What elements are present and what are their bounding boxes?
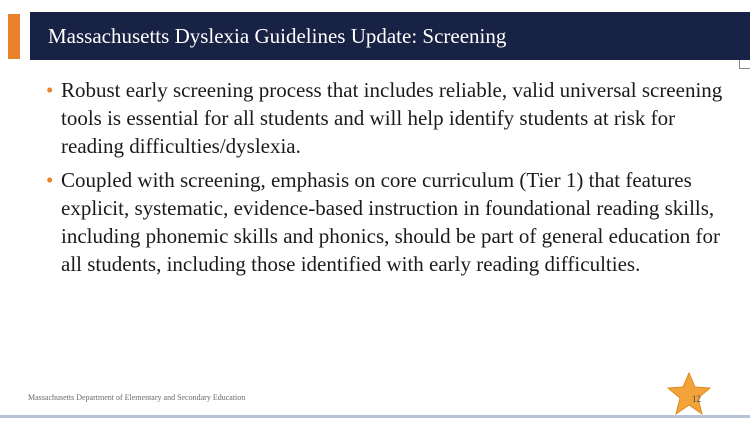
slide-title: Massachusetts Dyslexia Guidelines Update: Screening [48, 23, 507, 48]
corner-mark [739, 60, 750, 69]
slide-content [43, 76, 743, 284]
footer-divider [0, 415, 750, 418]
title-accent-bar [8, 14, 20, 59]
bullet-item [43, 76, 743, 160]
footer-organization: Massachusetts Department of Elementary and Secondary Education [28, 393, 246, 402]
star-icon [666, 372, 712, 416]
bullet-item [43, 166, 743, 278]
page-number: 12 [692, 394, 701, 404]
bullet-marker: • [46, 78, 54, 102]
bullet-text: Coupled with screening, emphasis on core curriculum (Tier 1) that features explicit, systematic, evidence-based instruction in foundational reading skills, including phonemic skills and phonics, should be part of general education for all students, including those identified with early reading difficulties. [61, 168, 721, 276]
title-bar [30, 12, 750, 60]
bullet-text: Robust early screening process that includes reliable, valid universal screening tools is essential for all students and will help identify students at risk for reading difficulties/dyslexia. [61, 78, 723, 158]
bullet-marker: • [46, 168, 54, 192]
